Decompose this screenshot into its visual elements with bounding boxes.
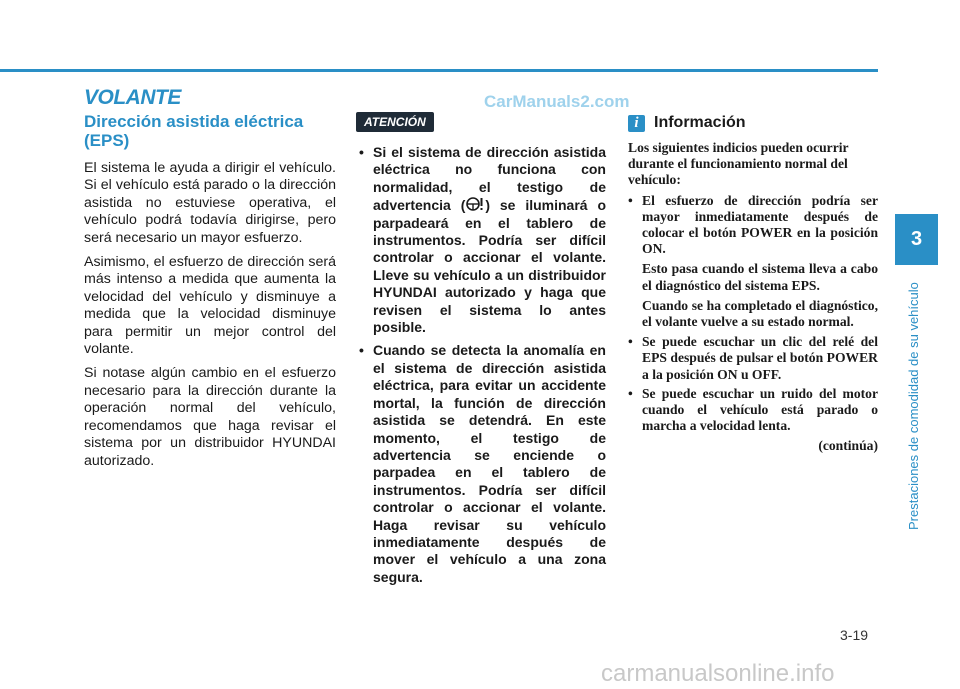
column-information: [628, 114, 878, 454]
info-item-1: [628, 193, 878, 331]
page-number: 3-19: [840, 627, 869, 643]
warning-list: [356, 144, 606, 586]
eps-paragraph-1: El sistema le ayuda a dirigir el vehículo. Si el vehículo está parado o la dirección asistida no estuviese operativa, el vehículo podrá todavía dirigirse, pero será necesario un mayor esfuerzo.: [84, 160, 336, 246]
watermark-top: CarManuals2.com: [484, 92, 630, 111]
info-header: [628, 114, 878, 132]
continued-note: (continúa): [818, 438, 878, 454]
info-item-1-p3: Cuando se ha completado el diagnóstico, el volante vuelve a su estado normal.: [642, 297, 878, 330]
info-list: [628, 193, 878, 435]
eps-paragraph-3: Si notase algún cambio en el esfuerzo necesario para la dirección durante la operación normal del vehículo, recomendamos que haga revisar el sistema por un distribuidor HYUNDAI autorizado.: [84, 365, 336, 469]
info-item-2: • Se puede escuchar un clic del relé del EPS después de pulsar el botón POWER a la posición ON u OFF.: [628, 334, 878, 383]
info-item-1-p1: • El esfuerzo de dirección podría ser mayor inmediatamente después de colocar el botón POWER en la posición ON.: [642, 192, 878, 257]
column-warning: [356, 112, 606, 592]
warning-item-1-text-b: ) se iluminará o parpadeará en el tablero de instrumentos. Podría ser difícil controlar o accionar el volante. Lleve su vehículo a un distribuidor HYUNDAI autorizado y haga que revisen el sistema lo antes posible.: [373, 197, 606, 336]
eps-paragraph-2: Asimismo, el esfuerzo de dirección será más intenso a medida que aumenta la velocidad del vehículo y disminuye a medida que la velocidad disminuye para permitir un mejor control del volante.: [84, 254, 336, 358]
info-intro: Los siguientes indicios pueden ocurrir durante el funcionamiento normal del vehículo:: [628, 140, 849, 188]
watermark-bottom: carmanualsonline.info: [601, 660, 835, 687]
info-icon: i: [628, 115, 645, 132]
section-title: VOLANTE: [84, 86, 181, 109]
chapter-title-vertical: Prestaciones de comodidad de su vehículo: [906, 282, 921, 530]
attention-badge: ATENCIÓN: [356, 112, 434, 132]
warning-item-1-text-a: Si el sistema de dirección asistida eléctrica no funciona con normalidad, el testigo de advertencia (: [373, 144, 606, 214]
warning-item-2: • Cuando se detecta la anomalía en el sistema de dirección asistida eléctrica, para evitar un accidente mortal, la función de dirección asistida se detendrá. En este momento, el testigo de advertencia se enciende o parpadea en el tablero de instrumentos. Podría ser difícil controlar o accionar el volante. Haga revisar su vehículo inmediatamente después de mover el vehículo a una zona segura.: [356, 342, 606, 586]
top-rule: [0, 69, 878, 72]
info-item-3: • Se puede escuchar un ruido del motor cuando el vehículo está parado o marcha a velocidad lenta.: [628, 386, 878, 435]
steering-warning-icon: [465, 196, 485, 212]
warning-item-1: [356, 144, 606, 336]
column-eps: [84, 112, 336, 477]
info-title: Información: [654, 114, 746, 131]
chapter-tab: 3: [895, 214, 938, 265]
eps-heading: Dirección asistida eléctrica (EPS): [84, 112, 304, 150]
info-item-1-p2: Esto pasa cuando el sistema lleva a cabo el diagnóstico del sistema EPS.: [642, 261, 878, 293]
